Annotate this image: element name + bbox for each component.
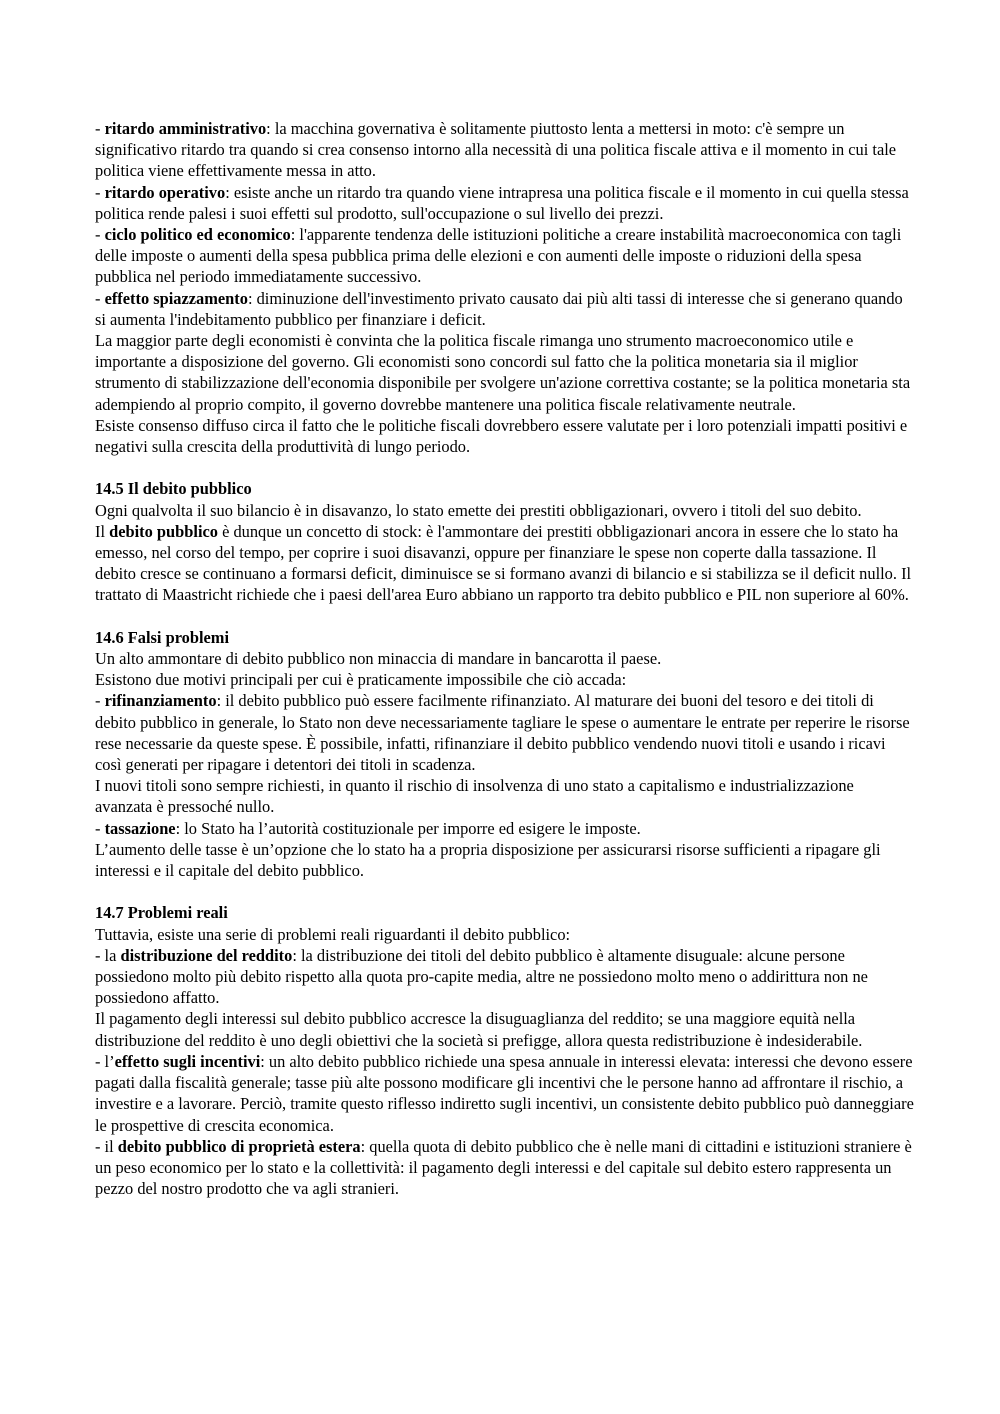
paragraph-ritardo-operativo: - ritardo operativo: esiste anche un ritardo tra quando viene intrapresa una politica fiscale e il momento in cui quella stessa politica rende palesi i suoi effetti sul prodotto, sull'occupazione o sul livello dei prezzi.	[95, 182, 909, 223]
paragraph-effetto-spiazzamento: - effetto spiazzamento: diminuzione dell'investimento privato causato dai più alti tassi di interesse che si generano quando si aumenta l'indebitamento pubblico per finanziare i deficit.	[95, 288, 903, 329]
paragraph-nuovi-titoli: I nuovi titoli sono sempre richiesti, in quanto il rischio di insolvenza di uno stato a capitalismo e industrializzazione avanzata è pressoché nullo.	[95, 776, 854, 817]
term-bold: effetto spiazzamento	[104, 288, 248, 308]
paragraph-rifinanziamento: - rifinanziamento: il debito pubblico può essere facilmente rifinanziato. Al maturare dei buoni del tesoro e dei titoli di debito pubblico in generale, lo Stato non deve necessariamente tagliare le spese o aumentare le entrate per reperire le risorse rese necessarie da queste spese. È possibile, infatti, rifinanziare il debito pubblico vendendo nuovi titoli e usando i ricavi così generati per ripagare i detentori dei titoli in scadenza.	[95, 691, 910, 775]
paragraph-disavanzo: Ogni qualvolta il suo bilancio è in disavanzo, lo stato emette dei prestiti obbligazionari, ovvero i titoli del suo debito.	[95, 500, 862, 520]
term-bold: debito pubblico	[109, 521, 218, 541]
section-heading-14-7: 14.7 Problemi reali	[95, 903, 228, 923]
spacer	[95, 881, 915, 902]
term-bold: ciclo politico ed economico	[104, 225, 291, 245]
paragraph-distribuzione-reddito: - la distribuzione del reddito: la distribuzione dei titoli del debito pubblico è altamente disuguale: alcune persone possiedono molto più debito rispetto alla quota pro-capite media, altre ne possiedono molto meno o addirittura non ne possiedono affatto.	[95, 945, 868, 1008]
paragraph-ritardo-amministrativo: - ritardo amministrativo: la macchina governativa è solitamente piuttosto lenta a mettersi in moto: c'è sempre un significativo ritardo tra quando si crea consenso intorno alla necessità di una politica fiscale attiva e il momento in cui tale politica viene effettivamente messa in atto.	[95, 119, 897, 181]
spacer	[95, 457, 915, 478]
paragraph-debito-pubblico: Il debito pubblico è dunque un concetto di stock: è l'ammontare dei prestiti obbligazionari ancora in essere che lo stato ha emesso, nel corso del tempo, per coprire i suoi disavanzi, oppure per finanziare le spese non coperte dalla tassazione. Il debito cresce se continuano a formarsi deficit, diminuisce se si formano avanzi di bilancio e si stabilizza se il deficit nullo. Il trattato di Maastricht richiede che i paesi dell'area Euro abbiano un rapporto tra debito pubblico e PIL non superiore al 60%.	[95, 521, 912, 605]
paragraph-debito-estero: - il debito pubblico di proprietà estera: quella quota di debito pubblico che è nelle mani di cittadini e istituzioni straniere è un peso economico per lo stato e la collettività: il pagamento degli interessi e del capitale sul debito estero rappresenta un pezzo del nostro prodotto che va agli stranieri.	[95, 1136, 912, 1199]
paragraph-pagamento-interessi: Il pagamento degli interessi sul debito pubblico accresce la disuguaglianza del reddito; se una maggiore equità nella distribuzione del reddito è uno degli obiettivi che la società si prefigge, allora questa redistribuzione è indesiderabile.	[95, 1009, 863, 1050]
paragraph-ciclo-politico: - ciclo politico ed economico: l'apparente tendenza delle istituzioni politiche a creare instabilità macroeconomica con tagli delle imposte o aumenti della spesa pubblica prima delle elezioni e con aumenti delle imposte o riduzioni della spesa pubblica nel periodo immediatamente successivo.	[95, 225, 902, 287]
paragraph-problemi-reali: Tuttavia, esiste una serie di problemi reali riguardanti il debito pubblico:	[95, 924, 571, 944]
paragraph-tassazione: - tassazione: lo Stato ha l’autorità costituzionale per imporre ed esigere le imposte.	[95, 818, 641, 838]
term-bold: tassazione	[104, 818, 176, 838]
term-bold: effetto sugli incentivi	[114, 1051, 261, 1071]
paragraph-bancarotta: Un alto ammontare di debito pubblico non minaccia di mandare in bancarotta il paese.	[95, 649, 662, 669]
term-bold: debito pubblico di proprietà estera	[117, 1136, 361, 1156]
paragraph-aumento-tasse: L’aumento delle tasse è un’opzione che lo stato ha a propria disposizione per assicurarsi risorse sufficienti a ripagare gli interessi e il capitale del debito pubblico.	[95, 839, 881, 881]
section-heading-14-6: 14.6 Falsi problemi	[95, 627, 230, 647]
paragraph-consenso: Esiste consenso diffuso circa il fatto che le politiche fiscali dovrebbero essere valutate per i loro potenziali impatti positivi e negativi sulla crescita della produttività di lungo periodo.	[95, 415, 908, 457]
term-bold: ritardo operativo	[104, 182, 226, 202]
term-bold: ritardo amministrativo	[104, 119, 267, 138]
paragraph-due-motivi: Esistono due motivi principali per cui è praticamente impossibile che ciò accada:	[95, 670, 627, 690]
spacer	[95, 606, 915, 627]
term-bold: distribuzione del reddito	[120, 945, 293, 965]
section-heading-14-5: 14.5 Il debito pubblico	[95, 479, 252, 499]
paragraph-politica-fiscale: La maggior parte degli economisti è convinta che la politica fiscale rimanga uno strumento macroeconomico utile e importante a disposizione del governo. Gli economisti sono concordi sul fatto che la politica monetaria sia il miglior strumento di stabilizzazione dell'economia disponibile per svolgere un'azione correttiva costante; se la politica monetaria sta adempiendo al proprio compito, il governo dovrebbe mantenere una politica fiscale relativamente neutrale.	[95, 331, 911, 414]
paragraph-effetto-incentivi: - l’effetto sugli incentivi: un alto debito pubblico richiede una spesa annuale in interessi elevata: interessi che devono essere pagati dalla fiscalità generale; tasse più alte possono modificare gli incentivi che le persone hanno ad affrontare il rischio, a investire e a lavorare. Perciò, tramite questo riflesso indiretto sugli incentivi, un consistente debito pubblico può danneggiare le prospettive di crescita economica.	[95, 1051, 914, 1135]
term-bold: rifinanziamento	[104, 691, 217, 711]
document-page	[95, 118, 915, 1199]
